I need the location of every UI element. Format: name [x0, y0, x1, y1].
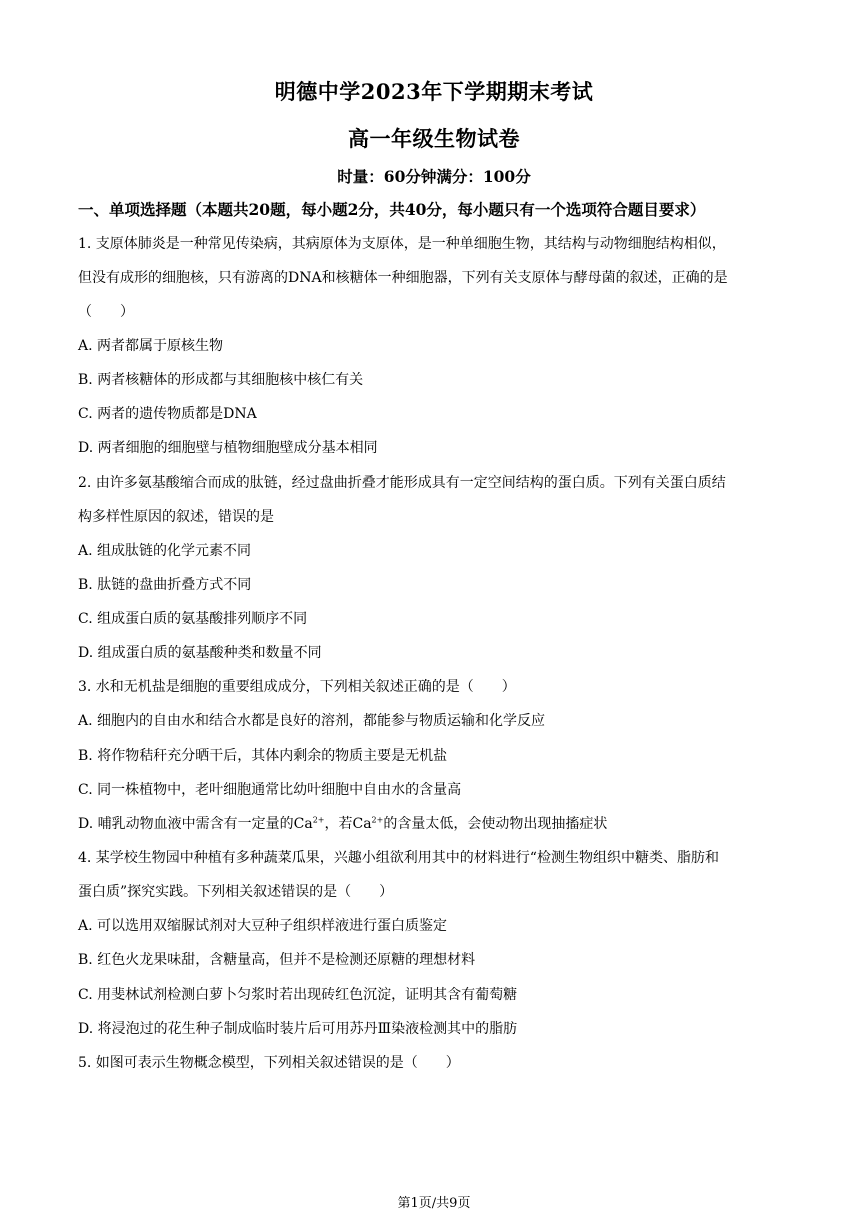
question-1-line-3: （ ）: [78, 304, 134, 320]
page-footer: 第1页/共9页: [397, 1196, 471, 1211]
question-4-option-c: C. 用斐林试剂检测白萝卜匀浆时若出现砖红色沉淀，证明其含有葡萄糖: [78, 987, 518, 1003]
section-title: 一、单项选择题（本题共20题，每小题2分，共40分，每小题只有一个选项符合题目要求）: [78, 200, 706, 219]
question-1-line-1: 1. 支原体肺炎是一种常见传染病，其病原体为支原体，是一种单细胞生物，其结构与动物细胞结构相似，: [78, 236, 726, 252]
question-3-option-d: [78, 814, 607, 834]
exam-title: 明德中学2023年下学期期末考试: [274, 79, 594, 104]
question-5-line-1: 5. 如图可表示生物概念模型，下列相关叙述错误的是（ ）: [78, 1055, 460, 1071]
question-3-line-1: 3. 水和无机盐是细胞的重要组成成分，下列相关叙述正确的是（ ）: [78, 679, 516, 695]
question-4-option-a: A. 可以选用双缩脲试剂对大豆种子组织样液进行蛋白质鉴定: [78, 918, 448, 934]
question-4-line-1: 4. 某学校生物园中种植有多种蔬菜瓜果，兴趣小组欲利用其中的材料进行“检测生物组织中糖类、脂肪和: [78, 850, 719, 866]
question-4-option-b: B. 红色火龙果味甜，含糖量高，但并不是检测还原糖的理想材料: [78, 952, 476, 968]
question-1-option-d: D. 两者细胞的细胞壁与植物细胞壁成分基本相同: [78, 440, 378, 456]
exam-meta: 时量：60分钟满分：100分: [337, 167, 531, 186]
question-1-option-c: C. 两者的遗传物质都是DNA: [78, 406, 257, 422]
question-1-option-a: A. 两者都属于原核生物: [78, 338, 224, 354]
calcium-charge-1: 2+: [312, 815, 325, 825]
question-3-option-b: B. 将作物秸秆充分晒干后，其体内剩余的物质主要是无机盐: [78, 748, 448, 764]
question-3-option-a: A. 细胞内的自由水和结合水都是良好的溶剂，都能参与物质运输和化学反应: [78, 713, 546, 729]
question-3-option-c: C. 同一株植物中，老叶细胞通常比幼叶细胞中自由水的含量高: [78, 782, 462, 798]
question-3-option-d-pre: D. 哺乳动物血液中需含有一定量的Ca: [78, 816, 313, 832]
question-2-option-d: D. 组成蛋白质的氨基酸种类和数量不同: [78, 645, 322, 661]
question-2-line-1: 2. 由许多氨基酸缩合而成的肽链，经过盘曲折叠才能形成具有一定空间结构的蛋白质。下列有关蛋白质结: [78, 475, 726, 491]
question-4-line-2: 蛋白质”探究实践。下列相关叙述错误的是（ ）: [78, 884, 394, 900]
question-2-option-c: C. 组成蛋白质的氨基酸排列顺序不同: [78, 611, 308, 627]
question-2-line-2: 构多样性原因的叙述，错误的是: [78, 509, 274, 525]
calcium-charge-2: 2+: [371, 815, 384, 825]
question-2-option-a: A. 组成肽链的化学元素不同: [78, 543, 252, 559]
question-3-option-d-post: 的含量太低，会使动物出现抽搐症状: [383, 816, 608, 832]
question-3-option-d-mid: ，若Ca: [324, 816, 372, 832]
exam-subtitle: 高一年级生物试卷: [348, 126, 520, 151]
question-1-option-b: B. 两者核糖体的形成都与其细胞核中核仁有关: [78, 372, 364, 388]
question-2-option-b: B. 肽链的盘曲折叠方式不同: [78, 577, 252, 593]
question-1-line-2: 但没有成形的细胞核，只有游离的DNA和核糖体一种细胞器，下列有关支原体与酵母菌的叙述，正确的是: [78, 270, 728, 286]
question-4-option-d: D. 将浸泡过的花生种子制成临时装片后可用苏丹Ⅲ染液检测其中的脂肪: [78, 1021, 518, 1037]
